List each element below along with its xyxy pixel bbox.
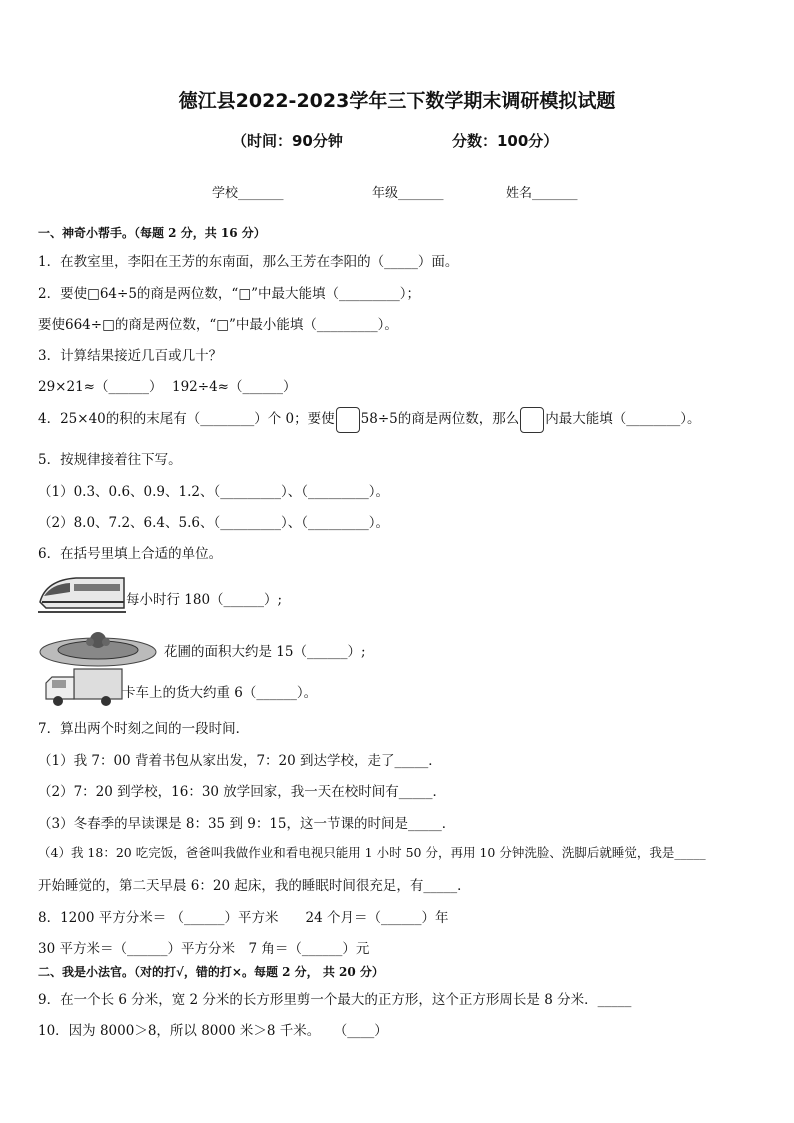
question-5: 5．按规律接着往下写。 — [38, 452, 182, 468]
question-5b: （2）8.0、7.2、6.4、5.6、（_________）、（_________）。 — [38, 515, 389, 531]
question-10: 10．因为 8000＞8，所以 8000 米＞8 千米。 （____） — [38, 1023, 388, 1039]
question-3: 3．计算结果接近几百或几十？ — [38, 348, 223, 364]
question-4-part3: 内最大能填（________）。 — [545, 411, 701, 427]
grade-field: 年级_______ — [372, 186, 444, 201]
exam-score: 分数：100分） — [452, 132, 559, 150]
exam-time: （时间：90分钟 — [232, 132, 343, 150]
question-7b: （2）7：20 到学校，16：30 放学回家，我一天在校时间有_____． — [38, 784, 447, 800]
question-7: 7．算出两个时刻之间的一段时间． — [38, 721, 250, 737]
question-9: 9．在一个长 6 分米，宽 2 分米的长方形里剪一个最大的正方形，这个正方形周长是 8 分米．_____ — [38, 992, 632, 1008]
truck-icon — [44, 667, 124, 709]
question-6c: 卡车上的货大约重 6（______）。 — [122, 685, 318, 701]
question-4-part2: 58÷5的商是两位数，那么 — [360, 411, 520, 427]
question-6a: 每小时行 180（______）; — [126, 592, 283, 608]
blank-box — [336, 407, 360, 433]
question-4 — [38, 406, 700, 433]
question-7a: （1）我 7：00 背着书包从家出发，7：20 到达学校，走了_____． — [38, 753, 442, 769]
question-3b: 192÷4≈（______） — [172, 379, 297, 395]
blank-box — [520, 407, 544, 433]
question-7c: （3）冬春季的早读课是 8：35 到 9：15，这一节课的时间是_____． — [38, 816, 456, 832]
name-field: 姓名_______ — [506, 186, 578, 201]
flower-bed-icon — [38, 626, 158, 668]
section-2-heading: 二、我是小法官。（对的打√，错的打×。每题 2 分， 共 20 分） — [38, 965, 384, 979]
question-2b: 要使664÷□的商是两位数，“□”中最小能填（_________）。 — [38, 317, 398, 333]
question-2a: 2．要使□64÷5的商是两位数，“□”中最大能填（_________）； — [38, 286, 420, 302]
question-8a: 8．1200 平方分米＝ （______）平方米 24 个月＝（______）年 — [38, 910, 449, 926]
question-5a: （1）0.3、0.6、0.9、1.2、（_________）、（_________）。 — [38, 484, 389, 500]
question-6b: 花圃的面积大约是 15（______）; — [164, 644, 366, 660]
school-field: 学校_______ — [212, 186, 284, 201]
question-3a: 29×21≈（______） — [38, 379, 163, 395]
section-1-heading: 一、神奇小帮手。（每题 2 分，共 16 分） — [38, 226, 266, 240]
question-4-part1: 4．25×40的积的末尾有（________）个 0；要使 — [38, 411, 335, 427]
page-title: 德江县2022-2023学年三下数学期末调研模拟试题 — [178, 90, 616, 112]
question-6: 6．在括号里填上合适的单位。 — [38, 546, 223, 562]
question-1: 1．在教室里，李阳在王芳的东南面，那么王芳在李阳的（_____）面。 — [38, 254, 459, 270]
question-7e: 开始睡觉的，第二天早晨 6：20 起床，我的睡眠时间很充足，有_____． — [38, 878, 471, 894]
train-icon — [36, 572, 126, 618]
question-8b: 30 平方米＝（______）平方分米 7 角＝（______）元 — [38, 941, 370, 957]
question-7d: （4）我 18：20 吃完饭，爸爸叫我做作业和看电视只能用 1 小时 50 分，再用 10 分钟洗脸、洗脚后就睡觉，我是_____ — [38, 845, 706, 860]
